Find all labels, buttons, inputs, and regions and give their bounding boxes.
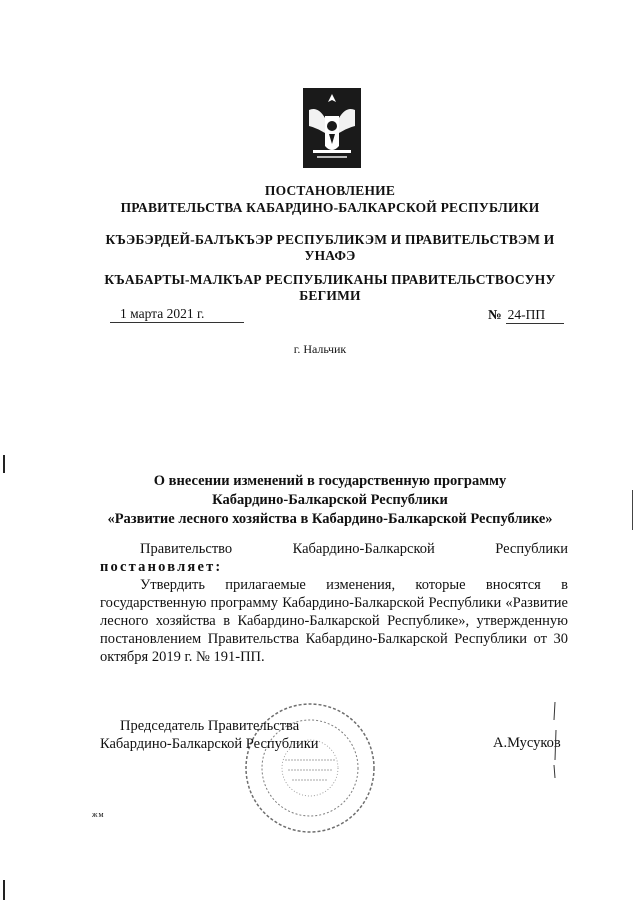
signature-title-line2: Кабардино-Балкарской Республики [100,736,319,752]
scan-mark [3,455,5,473]
body-intro: Правительство Кабардино-Балкарской Республики [140,541,568,557]
number-sign: № [488,307,502,322]
scan-mark [3,880,5,900]
header-title: ПОСТАНОВЛЕНИЕ [264,183,396,198]
document-date: 1 марта 2021 г. [110,306,244,323]
header-kabardian-line2: УНАФЭ [304,248,356,263]
title-line3: «Развитие лесного хозяйства в Кабардино-Балкарской Республике» [107,511,553,527]
margin-note: жм [92,810,105,819]
body-paragraph: Утвердить прилагаемые изменения, которые вносятся в государственную программу Кабардино-Балкарской Республики «Развитие лесного хозяйства в Кабардино-Балкарской Республике», утвержденную постановлением Правительства Кабардино-Балкарской Республики от 30 октября 2019 г. № 191-ПП. [100,577,568,665]
coat-of-arms-emblem [303,88,361,168]
number-value: 24-ПП [506,307,564,324]
header-kabardian-line1: КЪЭБЭРДЕЙ-БАЛЪКЪЭР РЕСПУБЛИКЭМ И ПРАВИТЕЛЬСТВЭМ И [105,232,555,247]
header-balkar-line1: КЪАБАРТЫ-МАЛКЪАР РЕСПУБЛИКАНЫ ПРАВИТЕЛЬСТВОСУНУ [104,272,556,287]
body-verb: постановляет: [100,559,223,575]
city: г. Нальчик [293,342,347,356]
document-number [488,307,564,324]
header-government: ПРАВИТЕЛЬСТВА КАБАРДИНО-БАЛКАРСКОЙ РЕСПУБЛИКИ [120,200,540,215]
handwritten-signature [545,700,565,780]
title-line1: О внесении изменений в государственную программу [153,473,507,489]
signature-name: А.Мусуков [493,735,561,751]
title-line2: Кабардино-Балкарской Республики [212,492,448,508]
header-balkar-line2: БЕГИМИ [299,288,361,303]
document-title [90,472,570,529]
signature-title-line1: Председатель Правительства [120,718,300,734]
scan-mark [632,490,633,530]
